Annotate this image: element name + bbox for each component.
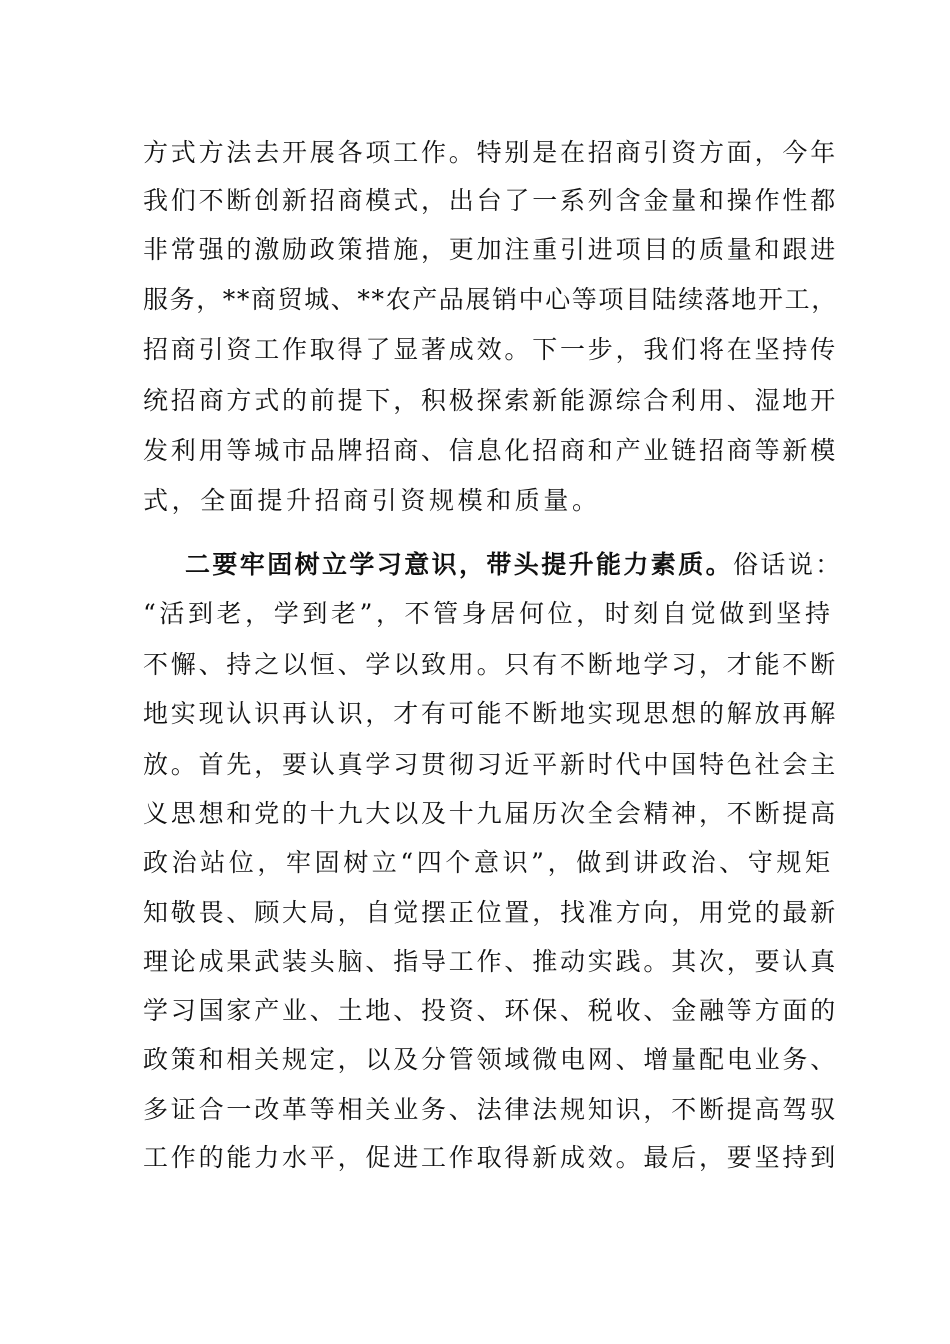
paragraph-1-line-8: 式，全面提升招商引资规模和质量。: [143, 486, 601, 515]
paragraph-1-line-4: 服务，**商贸城、**农产品展销中心等项目陆续落地开工，: [143, 285, 838, 314]
paragraph-2-line-2: “活到老，学到老”，不管身居何位，时刻自觉做到坚持: [143, 599, 834, 628]
paragraph-2-line-7: 政治站位，牢固树立“四个意识”，做到讲政治、守规矩: [143, 848, 834, 877]
paragraph-2-line-10: 学习国家产业、土地、投资、环保、税收、金融等方面的: [143, 996, 839, 1025]
paragraph-2-line-5: 放。首先，要认真学习贯彻习近平新时代中国特色社会主: [143, 750, 839, 779]
paragraph-1-line-7: 发利用等城市品牌招商、信息化招商和产业链招商等新模: [143, 436, 839, 465]
paragraph-1-line-6: 统招商方式的前提下，积极探索新能源综合利用、湿地开: [143, 386, 839, 415]
paragraph-1-line-2: 我们不断创新招商模式，出台了一系列含金量和操作性都: [143, 186, 839, 215]
paragraph-1-line-5: 招商引资工作取得了显著成效。下一步，我们将在坚持传: [143, 335, 839, 364]
paragraph-1-line-1: 方式方法去开展各项工作。特别是在招商引资方面，今年: [143, 138, 839, 167]
paragraph-2-line-4: 地实现认识再认识，才有可能不断地实现思想的解放再解: [143, 699, 839, 728]
paragraph-2-line-11: 政策和相关规定，以及分管领域微电网、增量配电业务、: [143, 1045, 839, 1074]
paragraph-2-line-12: 多证合一改革等相关业务、法律法规知识，不断提高驾驭: [143, 1095, 839, 1124]
paragraph-2-line-6: 义思想和党的十九大以及十九届历次全会精神，不断提高: [143, 799, 839, 828]
section-heading: 二要牢固树立学习意识，带头提升能力素质。: [185, 550, 734, 579]
paragraph-2-first-line: [185, 548, 843, 582]
section-heading-tail: 俗话说：: [733, 550, 843, 579]
paragraph-2-line-9: 理论成果武装头脑、指导工作、推动实践。其次，要认真: [143, 947, 839, 976]
paragraph-2-line-3: 不懈、持之以恒、学以致用。只有不断地学习，才能不断: [143, 650, 839, 679]
paragraph-2-line-13: 工作的能力水平，促进工作取得新成效。最后，要坚持到: [143, 1143, 839, 1172]
paragraph-2-line-8: 知敬畏、顾大局，自觉摆正位置，找准方向，用党的最新: [143, 898, 839, 927]
paragraph-1-line-3: 非常强的激励政策措施，更加注重引进项目的质量和跟进: [143, 235, 839, 264]
